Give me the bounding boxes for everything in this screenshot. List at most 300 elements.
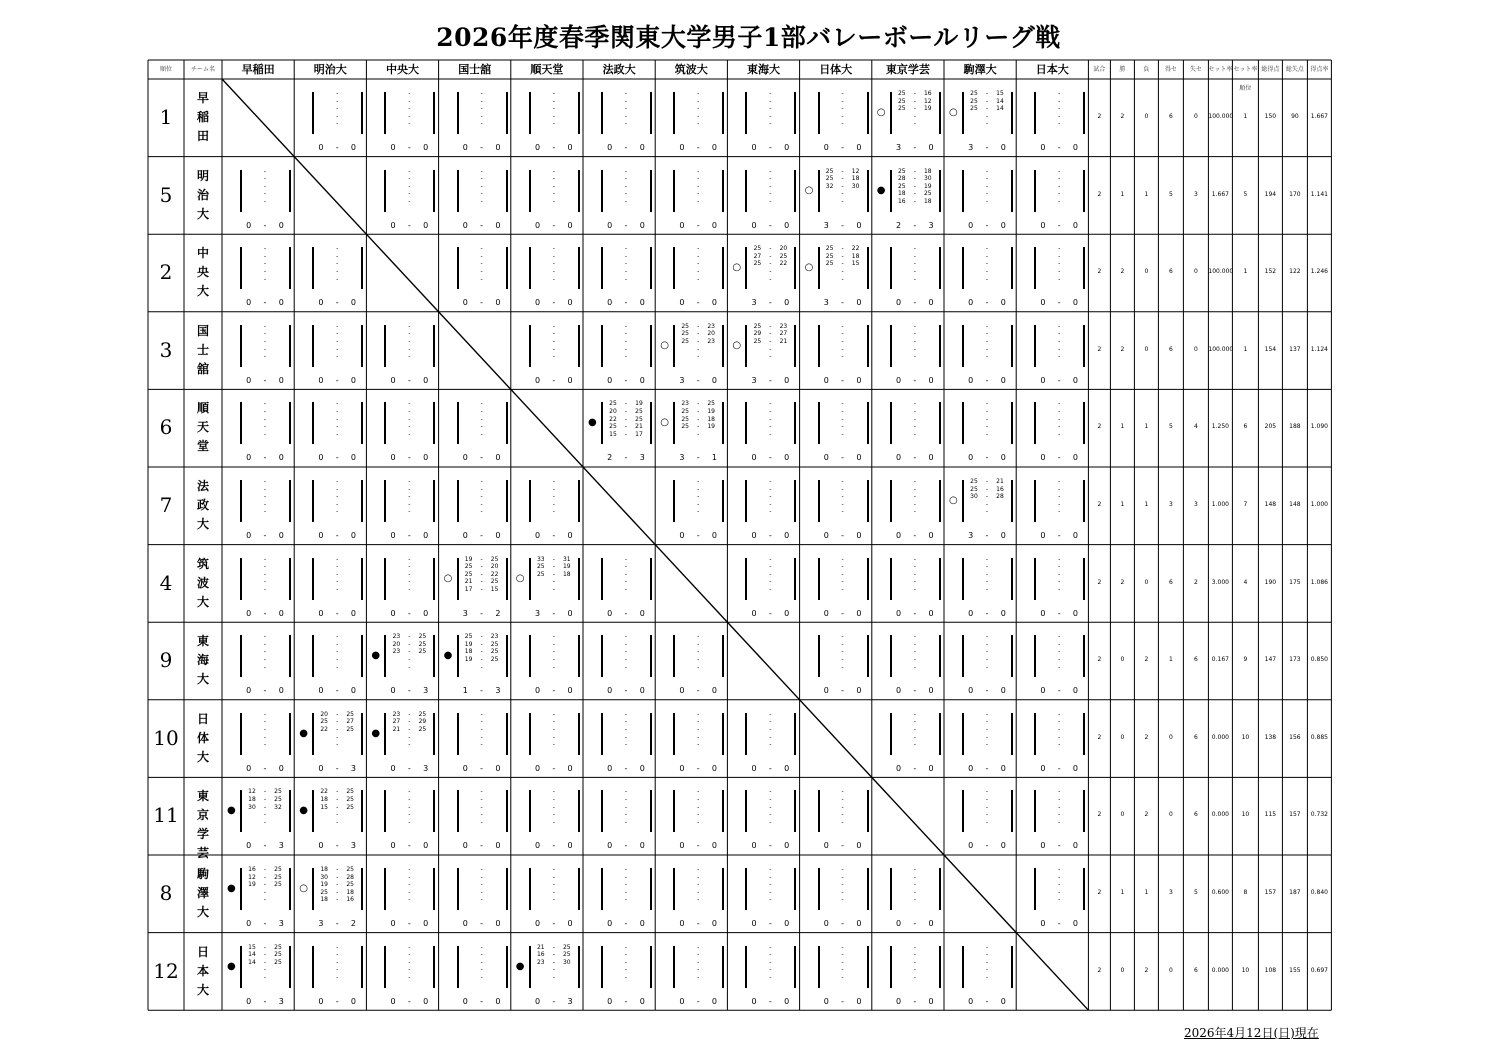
opp-points <box>994 819 1006 827</box>
opp-points <box>344 501 356 509</box>
opp-points <box>416 323 428 331</box>
score-dash: - <box>552 943 555 951</box>
stat-value: 1.000 <box>1211 501 1229 508</box>
score-dash: - <box>408 795 411 803</box>
bracket-right <box>289 402 291 444</box>
total-sets: 0 <box>1040 298 1046 308</box>
bracket-right <box>722 92 724 134</box>
own-points <box>463 866 475 874</box>
opp-points <box>416 478 428 486</box>
total-sets: 0 <box>1040 608 1046 618</box>
own-points <box>246 416 258 424</box>
bracket-left <box>384 558 386 600</box>
opp-points <box>994 353 1006 361</box>
set-total <box>601 376 651 385</box>
opp-points <box>922 571 934 579</box>
own-points <box>679 896 691 904</box>
opp-points <box>994 804 1006 812</box>
opp-points <box>850 874 862 882</box>
match-result-cell <box>872 389 944 466</box>
set-score-row <box>751 804 789 812</box>
set-score-row <box>679 726 717 734</box>
set-score-row <box>1040 556 1078 564</box>
match-result-cell <box>1016 467 1088 544</box>
score-dash: - <box>263 788 267 796</box>
opp-points <box>633 98 645 106</box>
stat-value: 194 <box>1264 190 1277 198</box>
opp-points <box>922 889 934 897</box>
own-points <box>751 400 763 408</box>
match-result-cell <box>511 855 583 932</box>
set-score-row <box>968 563 1006 571</box>
score-dash: - <box>552 578 555 586</box>
set-score-row <box>607 641 645 649</box>
bracket-left <box>601 325 603 367</box>
win-mark-icon: ○ <box>443 572 453 584</box>
total-sets: 0 <box>711 841 717 851</box>
total-sets: 0 <box>390 841 396 851</box>
bracket-right <box>361 635 363 677</box>
score-dash: - <box>408 710 411 718</box>
opp-points <box>922 408 934 416</box>
set-score-row <box>535 501 573 509</box>
set-score-row <box>968 98 1006 106</box>
score-dash: - <box>480 563 483 571</box>
own-points <box>679 508 691 516</box>
set-score-row <box>390 120 428 128</box>
own-points <box>751 881 763 889</box>
total-sets: 0 <box>567 608 573 618</box>
bracket-left <box>962 558 964 600</box>
score-dash: - <box>913 478 916 485</box>
total-dash: - <box>263 996 267 1006</box>
set-score-row <box>390 323 428 331</box>
set-score-row <box>535 556 573 564</box>
own-points: 14 <box>248 958 256 966</box>
score-dash: - <box>480 896 483 904</box>
total-sets: 3 <box>823 220 829 230</box>
opp-points <box>344 811 356 819</box>
opp-points <box>561 198 573 206</box>
set-total <box>312 298 362 307</box>
set-score-row <box>896 423 934 431</box>
opp-points <box>922 974 934 982</box>
own-points <box>318 253 330 261</box>
set-score-row <box>751 183 789 191</box>
own-points <box>463 874 475 882</box>
own-points <box>246 656 258 664</box>
own-points <box>607 346 619 354</box>
score-dash: - <box>336 423 339 431</box>
score-dash: - <box>769 430 772 438</box>
own-points <box>679 648 691 656</box>
set-score-row <box>535 98 573 106</box>
score-dash: - <box>336 951 339 959</box>
score-dash: - <box>985 105 989 113</box>
set-score-row <box>463 896 501 904</box>
own-points <box>318 641 330 649</box>
score-dash: - <box>624 275 628 283</box>
own-points <box>896 951 908 959</box>
score-dash: - <box>552 585 555 593</box>
total-dash: - <box>624 763 628 773</box>
opp-points <box>777 501 789 509</box>
total-dash: - <box>696 686 700 696</box>
score-dash: - <box>1058 718 1061 726</box>
score-dash: - <box>985 493 989 501</box>
opp-points <box>850 811 862 819</box>
set-total <box>818 143 868 152</box>
opp-points <box>705 113 717 121</box>
total-sets: 3 <box>278 841 284 851</box>
score-dash: - <box>408 112 411 120</box>
total-sets: 3 <box>751 298 757 308</box>
score-dash: - <box>913 718 916 726</box>
set-score-row <box>246 501 284 509</box>
opp-points <box>561 648 573 656</box>
score-dash: - <box>336 430 339 438</box>
set-score-row <box>463 711 501 719</box>
set-total <box>384 609 434 618</box>
set-score-row <box>679 260 717 268</box>
own-points <box>896 641 908 649</box>
score-dash: - <box>697 896 700 904</box>
bracket-left <box>962 480 964 522</box>
set-score-row <box>535 175 573 183</box>
own-points <box>679 478 691 486</box>
set-score-row <box>968 120 1006 128</box>
header-opponent: 中央大 <box>385 63 419 76</box>
set-score-row <box>824 330 862 338</box>
own-points <box>679 881 691 889</box>
score-dash: - <box>480 866 483 873</box>
own-points <box>968 718 980 726</box>
score-dash: - <box>697 182 700 190</box>
set-score-row <box>463 641 501 649</box>
set-score-row <box>318 896 356 904</box>
set-score-row <box>607 664 645 672</box>
opp-points <box>850 98 862 106</box>
own-points: 33 <box>536 555 545 563</box>
own-points: 25 <box>897 97 906 105</box>
set-scores <box>607 788 645 826</box>
set-total <box>457 298 507 307</box>
match-result-cell <box>1016 389 1088 466</box>
set-score-row <box>463 741 501 749</box>
set-scores <box>896 866 934 904</box>
total-sets: 0 <box>895 375 902 385</box>
set-score-row <box>318 493 356 501</box>
opp-points: 14 <box>996 105 1004 113</box>
own-points <box>1040 563 1052 571</box>
own-points <box>535 508 547 516</box>
opp-points <box>561 105 573 113</box>
total-sets: 0 <box>856 531 862 540</box>
opp-points <box>850 788 862 796</box>
opp-points <box>489 260 501 268</box>
score-dash: - <box>913 493 916 501</box>
own-points <box>607 571 619 579</box>
opp-points <box>1066 113 1078 121</box>
set-total <box>962 453 1012 462</box>
total-dash: - <box>480 143 484 152</box>
own-points <box>246 168 258 176</box>
own-points <box>463 105 475 113</box>
set-score-row <box>390 105 428 113</box>
set-scores <box>1040 168 1078 206</box>
set-score-row <box>390 656 428 664</box>
stat-value: 10 <box>1241 966 1250 974</box>
score-dash: - <box>480 97 483 105</box>
set-score-row <box>751 113 789 121</box>
opp-points <box>705 245 717 253</box>
set-scores <box>824 556 862 594</box>
set-total <box>601 997 651 1006</box>
set-score-row <box>535 268 573 276</box>
bracket-left <box>745 92 747 134</box>
bracket-left <box>384 402 386 444</box>
set-score-row <box>824 508 862 516</box>
score-dash: - <box>913 866 916 873</box>
total-sets: 0 <box>318 763 324 773</box>
set-total <box>384 143 434 152</box>
opp-points <box>416 974 428 982</box>
set-score-row <box>463 501 501 509</box>
score-dash: - <box>480 725 483 733</box>
bracket-right <box>794 868 796 910</box>
total-dash: - <box>696 996 700 1006</box>
opp-points <box>633 175 645 183</box>
stat-value: 6 <box>1168 578 1173 586</box>
set-total <box>745 298 795 307</box>
total-sets: 0 <box>1040 531 1046 540</box>
set-score-row <box>824 268 862 276</box>
score-dash: - <box>624 718 628 726</box>
score-dash: - <box>985 741 989 749</box>
own-points: 12 <box>248 873 256 881</box>
own-points <box>246 260 258 268</box>
set-score-row <box>318 478 356 486</box>
match-result-cell <box>583 855 655 932</box>
score-dash: - <box>336 881 339 889</box>
set-score-row <box>318 966 356 974</box>
set-score-row <box>390 400 428 408</box>
set-total <box>384 764 434 773</box>
own-points: 20 <box>320 710 328 718</box>
set-score-row <box>824 431 862 439</box>
score-dash: - <box>263 795 267 803</box>
set-scores <box>679 245 717 283</box>
set-scores <box>824 90 862 128</box>
opp-points <box>994 120 1006 128</box>
match-result-cell <box>366 79 438 156</box>
set-scores <box>607 556 645 594</box>
set-total <box>673 221 723 230</box>
total-dash: - <box>624 919 628 928</box>
set-score-row <box>535 788 573 796</box>
score-dash: - <box>552 741 555 749</box>
bracket-right <box>939 713 941 755</box>
set-total <box>818 221 868 230</box>
opp-points <box>344 571 356 579</box>
score-dash: - <box>624 197 628 205</box>
bracket-right <box>722 170 724 212</box>
opp-points <box>850 633 862 641</box>
bracket-left <box>601 402 603 444</box>
score-dash: - <box>1058 733 1061 741</box>
set-total <box>601 221 651 230</box>
set-total <box>745 609 795 618</box>
set-score-row <box>824 974 862 982</box>
set-score-row <box>679 346 717 354</box>
set-score-row <box>318 648 356 656</box>
own-points <box>824 896 836 904</box>
own-points <box>824 974 836 982</box>
set-score-row <box>1040 400 1078 408</box>
own-points <box>535 866 547 874</box>
opp-points <box>561 338 573 346</box>
score-dash: - <box>263 190 267 198</box>
score-dash: - <box>408 493 411 501</box>
own-points: 25 <box>970 485 978 493</box>
bracket-right <box>867 325 869 367</box>
opp-points <box>344 260 356 268</box>
own-points <box>463 508 475 516</box>
own-points <box>246 974 258 982</box>
opp-points <box>777 268 789 276</box>
total-dash: - <box>480 919 484 928</box>
stat-value: 0 <box>1193 345 1198 353</box>
match-result-cell <box>944 234 1016 311</box>
score-dash: - <box>480 260 483 268</box>
score-dash: - <box>697 725 700 733</box>
bracket-right <box>867 868 869 910</box>
stat-value: 10 <box>1241 811 1250 819</box>
set-total <box>673 376 723 385</box>
total-sets: 0 <box>1072 763 1078 773</box>
opp-points <box>561 811 573 819</box>
stat-value: 0.000 <box>1211 966 1229 974</box>
opp-points <box>489 741 501 749</box>
set-scores <box>535 245 573 283</box>
score-dash: - <box>336 788 339 796</box>
score-dash: - <box>985 97 989 105</box>
bracket-left <box>529 868 531 910</box>
score-dash: - <box>697 423 700 431</box>
score-dash: - <box>1058 345 1061 353</box>
set-scores <box>463 400 501 438</box>
own-points <box>968 431 980 439</box>
team-name: 中 央 大 <box>196 246 209 299</box>
opp-points <box>994 431 1006 439</box>
set-score-row <box>318 338 356 346</box>
own-points <box>535 648 547 656</box>
bracket-right <box>361 325 363 367</box>
own-points <box>246 478 258 486</box>
set-score-row <box>535 966 573 974</box>
own-points: 25 <box>464 570 473 578</box>
set-score-row <box>607 276 645 284</box>
opp-points <box>922 563 934 571</box>
own-points <box>390 804 402 812</box>
score-dash: - <box>336 888 339 896</box>
opp-points <box>416 966 428 974</box>
opp-points <box>561 874 573 882</box>
set-score-row <box>679 796 717 804</box>
stat-value: 1 <box>1120 423 1125 431</box>
set-score-row <box>751 323 789 331</box>
set-scores <box>679 866 717 904</box>
total-sets: 0 <box>534 531 541 540</box>
own-points <box>968 959 980 967</box>
bracket-left <box>240 946 242 988</box>
set-score-row <box>896 881 934 889</box>
set-score-row <box>751 796 789 804</box>
opp-points <box>489 276 501 284</box>
own-points <box>463 664 475 672</box>
set-score-row <box>896 353 934 361</box>
score-dash: - <box>769 508 772 516</box>
set-score-row <box>824 819 862 827</box>
own-points: 25 <box>897 167 906 175</box>
match-result-cell <box>944 467 1016 544</box>
score-dash: - <box>985 663 989 671</box>
own-points <box>390 944 402 952</box>
opp-points <box>344 741 356 749</box>
total-dash: - <box>768 453 772 463</box>
set-score-row <box>463 478 501 486</box>
opp-points <box>922 944 934 952</box>
set-score-row <box>824 501 862 509</box>
score-dash: - <box>336 120 339 128</box>
set-score-row <box>318 711 356 719</box>
total-sets: 0 <box>895 531 902 540</box>
set-score-row <box>246 788 284 796</box>
set-total <box>818 686 868 695</box>
opp-points <box>633 734 645 742</box>
total-dash: - <box>841 841 845 851</box>
score-dash: - <box>1058 803 1061 811</box>
set-total <box>818 376 868 385</box>
score-dash: - <box>697 175 700 183</box>
own-points <box>1040 804 1052 812</box>
opp-points <box>416 734 428 742</box>
own-points: 25 <box>970 97 978 105</box>
score-dash: - <box>552 811 555 819</box>
opp-points <box>416 105 428 113</box>
set-total <box>601 298 651 307</box>
total-dash: - <box>1057 531 1061 540</box>
match-result-cell <box>511 312 583 389</box>
own-points <box>463 881 475 889</box>
set-scores <box>896 168 934 206</box>
own-points <box>1040 260 1052 268</box>
own-points <box>751 493 763 501</box>
stat-value: 156 <box>1289 733 1301 741</box>
set-scores <box>679 323 717 361</box>
own-points <box>318 959 330 967</box>
own-points <box>824 276 836 284</box>
set-score-row <box>463 578 501 586</box>
set-score-row <box>896 726 934 734</box>
total-dash: - <box>624 453 628 463</box>
set-score-row <box>390 633 428 641</box>
match-result-cell <box>872 933 944 1010</box>
match-result-cell <box>944 622 1016 699</box>
score-dash: - <box>913 710 916 718</box>
header-opponent: 国士舘 <box>458 63 492 76</box>
set-total <box>673 919 723 928</box>
